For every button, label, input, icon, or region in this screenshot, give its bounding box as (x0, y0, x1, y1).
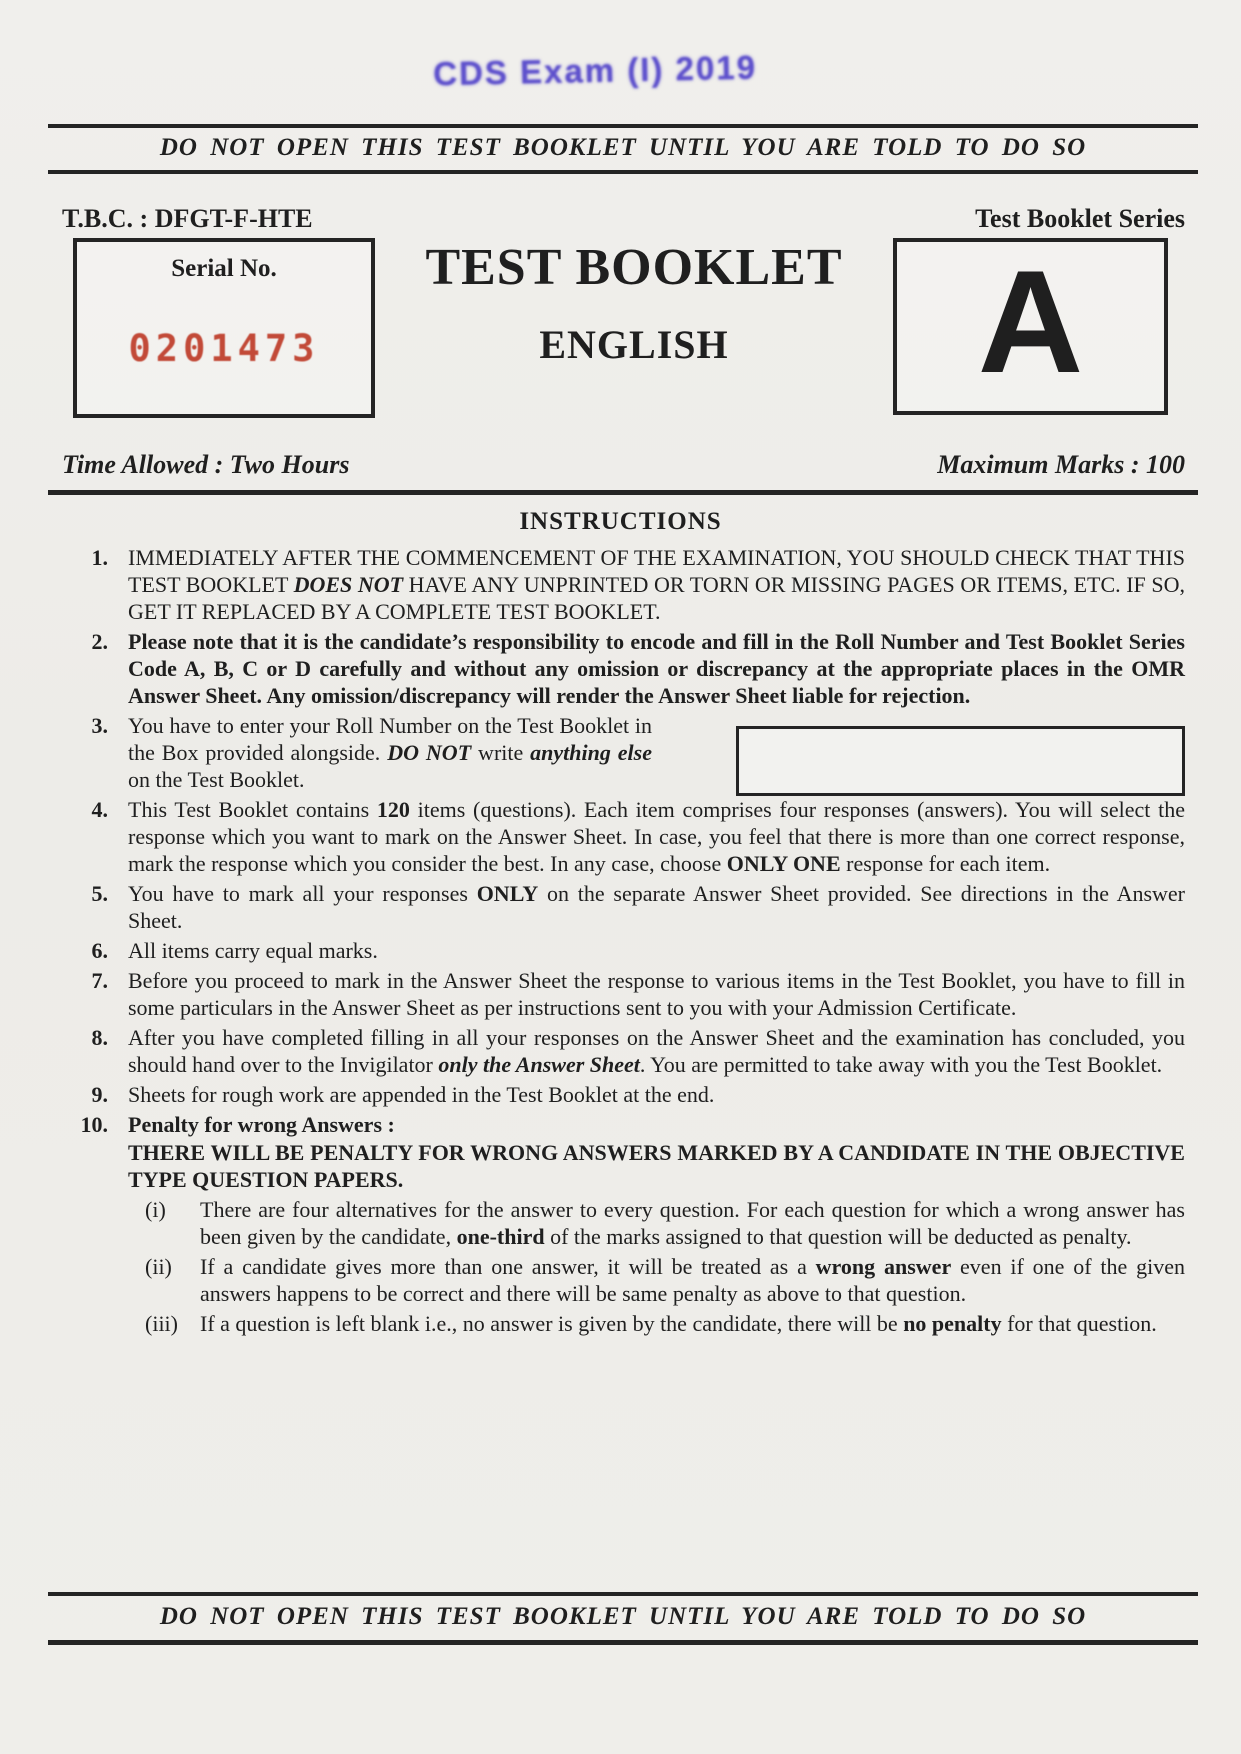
item-number: 5. (91, 881, 108, 906)
tbc-code: T.B.C. : DFGT-F-HTE (62, 204, 313, 233)
instruction-item-10 (62, 1111, 1185, 1337)
item-number: 1. (91, 545, 108, 570)
header-warning-band (48, 124, 1198, 174)
maximum-marks: Maximum Marks : 100 (937, 450, 1185, 479)
instruction-item-5 (62, 880, 1185, 934)
instruction-item-4 (62, 796, 1185, 877)
series-letter: A (977, 239, 1084, 403)
serial-label: Serial No. (171, 255, 277, 282)
instruction-item-9 (62, 1081, 1185, 1108)
footer-warning-band (48, 1592, 1198, 1645)
item-text: Sheets for rough work are appended in the Test Booklet at the end. (128, 1082, 715, 1107)
item-text: You have to mark all your responses ONLY on the separate Answer Sheet provided. See directions in the Answer Sheet. (128, 881, 1186, 933)
sub-item-text: There are four alternatives for the answer to every question. For each question for which a wrong answer has been given by the candidate, one-third of the marks assigned to that question will be deducted as penalty. (200, 1197, 1185, 1249)
sub-item-iii (128, 1310, 1185, 1337)
title-row (62, 238, 1185, 424)
serial-number: 0201473 (128, 327, 320, 370)
sub-item-number: (iii) (145, 1311, 178, 1336)
item-text: After you have completed filling in all your responses on the Answer Sheet and the examination has concluded, you should hand over to the Invigilator only the Answer Sheet. You are permitted to take away with you the Test Booklet. (128, 1025, 1185, 1077)
sub-item-number: (ii) (145, 1254, 172, 1279)
sub-item-number: (i) (145, 1197, 166, 1222)
page-title: TEST BOOKLET (425, 239, 843, 296)
item-text: This Test Booklet contains 120 items (questions). Each item comprises four responses (answers). You will select the response which you want to mark on the Answer Sheet. In case, you feel that there is more than one correct response, mark the response which you consider the best. In any case, choose ONLY ONE response for each item. (128, 797, 1185, 876)
serial-number-box (73, 238, 375, 418)
time-marks-row (62, 450, 1185, 480)
time-allowed: Time Allowed : Two Hours (62, 450, 350, 479)
instruction-item-6 (62, 937, 1185, 964)
item-text: Before you proceed to mark in the Answer Sheet the response to various items in the Test Booklet, you have to fill in some particulars in the Answer Sheet as per instructions sent to you with your Admission Certificate. (128, 968, 1185, 1020)
penalty-heading: Penalty for wrong Answers : (128, 1112, 395, 1137)
roll-number-box (736, 726, 1185, 796)
header-warning-text: DO NOT OPEN THIS TEST BOOKLET UNTIL YOU ARE TOLD TO DO SO (159, 134, 1087, 161)
divider-rule (48, 490, 1198, 495)
item-text: IMMEDIATELY AFTER THE COMMENCEMENT OF THE EXAMINATION, YOU SHOULD CHECK THAT THIS TEST BOOKLET DOES NOT HAVE ANY UNPRINTED OR TORN OR MISSING PAGES OR ITEMS, ETC. IF SO, GET IT REPLACED BY A COMPLETE TEST BOOKLET. (128, 545, 1185, 624)
item-text-column: You have to enter your Roll Number on the Test Booklet in the Box provided alongside. DO NOT write anything else on the Test Booklet. (128, 713, 652, 792)
instruction-item-7 (62, 967, 1185, 1021)
instruction-item-3 (62, 712, 1185, 793)
item-number: 2. (91, 629, 108, 654)
item-number: 8. (91, 1025, 108, 1050)
instruction-item-1 (62, 544, 1185, 625)
subject-title: ENGLISH (539, 322, 729, 367)
instructions-list (62, 544, 1185, 1337)
item-number: 4. (91, 797, 108, 822)
sub-item-text: If a candidate gives more than one answer, it will be treated as a wrong answer even if one of the given answers happens to be correct and there will be same penalty as above to that question. (200, 1254, 1186, 1306)
item-text (108, 712, 1185, 793)
item-text: All items carry equal marks. (128, 938, 378, 963)
instruction-item-2 (62, 628, 1185, 709)
instruction-item-8 (62, 1024, 1185, 1078)
series-letter-box (893, 238, 1168, 415)
item-text: Please note that it is the candidate’s responsibility to encode and fill in the Roll Number and Test Booklet Series Code A, B, C or D carefully and without any omission or discrepancy at the appropriate places in the OMR Answer Sheet. Any omission/discrepancy will render the Answer Sheet liable for rejection. (128, 629, 1185, 708)
sub-item-text: If a question is left blank i.e., no answer is given by the candidate, there will be no penalty for that question. (200, 1311, 1157, 1336)
footer-warning-text: DO NOT OPEN THIS TEST BOOKLET UNTIL YOU ARE TOLD TO DO SO (159, 1603, 1087, 1630)
test-booklet-series-label: Test Booklet Series (975, 204, 1185, 233)
penalty-statement: THERE WILL BE PENALTY FOR WRONG ANSWERS MARKED BY A CANDIDATE IN THE OBJECTIVE TYPE QUESTION PAPERS. (128, 1140, 1185, 1192)
sub-item-i (128, 1196, 1185, 1250)
exam-stamp: CDS Exam (I) 2019 (432, 48, 757, 93)
instructions-heading: INSTRUCTIONS (519, 508, 722, 535)
title-block (375, 238, 893, 424)
tbc-row (62, 204, 1185, 234)
item-number: 10. (80, 1112, 108, 1137)
item-text (108, 1111, 1185, 1337)
sub-item-ii (128, 1253, 1185, 1307)
item-number: 3. (91, 713, 108, 738)
item-number: 6. (91, 938, 108, 963)
item-number: 7. (91, 968, 108, 993)
item-number: 9. (91, 1082, 108, 1107)
